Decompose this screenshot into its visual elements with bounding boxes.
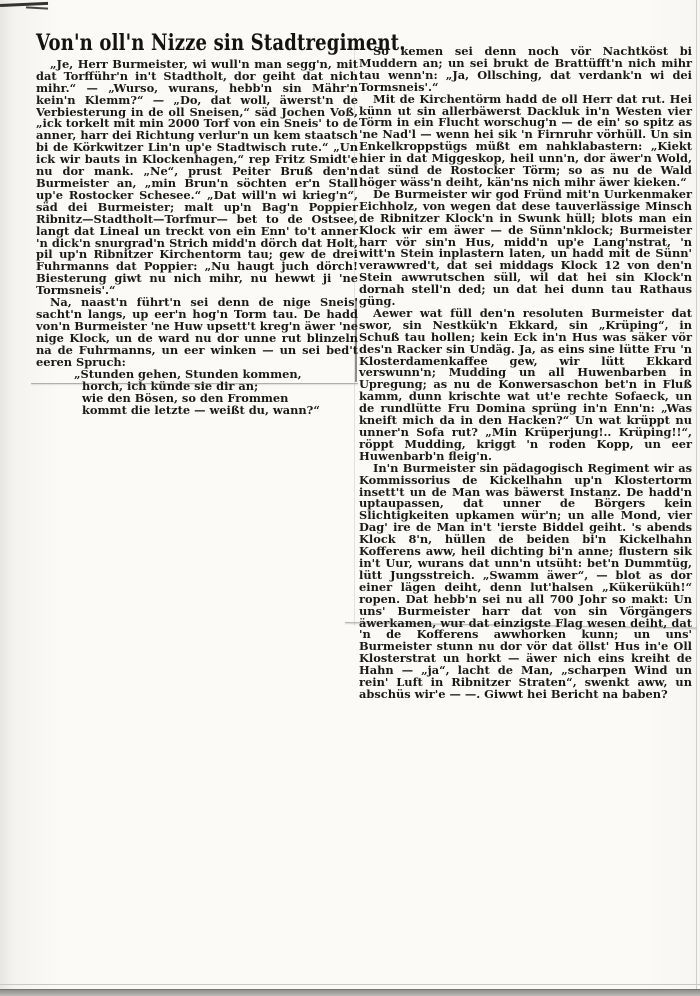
article-paragraph-right-1: So kemen sei denn noch vör Nachtköst bi Muddern an; un sei brukt de Brattüfft'n nich mihr tau wenn'n: „Ja, Ollsching, dat verdank'n wi dei Tormsneis'.“ — [359, 44, 692, 94]
scan-artifact-top-left-2 — [26, 6, 48, 9]
poem-line-4: kommt die letzte — weißt du, wann?“ — [82, 403, 320, 418]
article-paragraph-right-5: In'n Burmeister sin pädagogisch Regiment wir as Kommissorius de Kickelhahn up'n Klostertorm insett't un de Man was bäwerst Instanz. De hadd'n uptaupassen, dat unner de Börgers kein Slichtigkeiten upkamen wür'n; un alle Mond, vier Dag' ire de Man in't 'ierste Biddel geiht. 's abends Klock 8'n, hüllen de beiden bi'n Kickelhahn Kofferens aww, heil dichting bi'n anne; flustern sik in't Uur, wurans dat unn'n utsüht: bet'n Dummtüg, lütt Jungsstreich. „Swamm äwer“, — blot as dor einer lägen deiht, denn lut'halsen „Kükerüküh!“ ropen. Dat hebb'n sei nu all 700 Johr so makt: Un uns' Burmeister harr dat von sin Vörgängers äwerkamen, wur dat einzigste Flag wesen deiht, dat 'n de Kofferens awwhorken kunn; un uns' Burmeister stunn nu dor vör dat öllst' Hus in'e Oll Klosterstrat un horkt — äwer nich eins kreiht de Hahn — „ja“, lacht de Man, „scharpen Wind un rein' Luft in Ribnitzer Straten“, swenkt aww, un abschüs wir'e — —. Giwwt hei Bericht na baben? — [359, 460, 692, 701]
article-poem — [74, 367, 358, 418]
article-paragraph-right-2: Mit de Kirchentörm hadd de oll Herr dat rut. Hei künn ut sin allerbäwerst Dackluk in'n Westen vier Törm in ein Flucht worschug'n — de ein' so spitz as 'ne Nad'l — wenn hei sik 'n Firnruhr vörhüll. Un sin Enkelkroppstügs müßt em nahklabastern: „Kiekt hier in dat Miggeskop, heil unn'n, dor äwer'n Wold, dat sünd de Rostocker Törm; so as nu de Wald höger wäss'n deiht, kän'ns nich mihr äwer kieken.“ — [359, 91, 692, 189]
poem-line-1: „Stunden gehen, Stunden kommen, — [74, 367, 302, 382]
page-edge-right — [696, 0, 697, 995]
article-paragraph-right-3: De Burmeister wir god Fründ mit'n Uurkenmaker Eichholz, von wegen dat dese tauverlässige Minsch de Ribnitzer Klock'n in Swunk hüll; blots man ein Klock wir em äwer — de Sünn'nklock; Burmeister harr vör sin'n Hus, midd'n up'e Lang'nstrat, 'n witt'n Stein inplastern laten, un hadd mit de Sünn' verawwred't, dat sei middags Klock 12 von den'n Stein awwrutschen süll, wil dat hei sin Klock'n dornah stell'n ded; un dat hei dunn tau Rathaus güng. — [359, 186, 692, 309]
poem-line-2: horch, ich künde sie dir an; — [82, 379, 259, 394]
newspaper-clipping-left-column — [36, 30, 406, 418]
article-paragraph-left-1: „Je, Herr Burmeister, wi wull'n man segg'n, mit dat Torfführ'n in't Stadtholt, dor geiht dat nich mihr.“ — „Wurso, wurans, hebb'n sin Mähr'n kein'n Klemm?“ — „Do, dat woll, äwerst'n de Verbiesterung in de oll Sneisen,“ säd Jochen Voß, „ick torkelt mit min 2000 Torf von ein Sneis' to de anner, harr dei Richtung verlur'n un kem staatsch bi de Körkwitzer Lin'n up'e Stadtwisch rute.“ „Un ick wir bauts in Klockenhagen,“ rep Fritz Smidt'e nu dor mank. „Ne“, prust Peiter Bruß den'n Burmeister an, „min Brun'n söchten er'n Stall up'e Rostocker Schesee.“ „Dat will'n wi krieg'n“, säd dei Burmeister; malt up'n Bag'n Poppier Ribnitz—Stadtholt—Torfmur— bet to de Ostsee, langt dat Lineal un treckt von ein Enn' to't anner 'n dick'n snurgrad'n Strich midd'n dörch dat Holt, pil up'n Ribnitzer Kirchentorm tau; gew de drei Fuhrmanns dat Poppier: „Nu haugt juch dörch! Biesterung giwt nu nich mihr, nu hewwt ji 'ne Tormsneis'.“ — [36, 56, 358, 298]
newspaper-clipping-right-column — [359, 46, 692, 701]
article-paragraph-left-2: Na, naast'n führt'n sei denn de nige Sneis' sacht'n langs, up eer'n hog'n Torm tau. De hadd von'n Burmeister 'ne Huw upsett't kreg'n äwer 'ne nige Klock, un de ward nu dor unne rut blinzeln na de Fuhrmanns, un eer winken — un sei bed't eeren Spruch: — [36, 295, 358, 369]
poem-line-3: wie den Bösen, so den Frommen — [82, 391, 289, 406]
article-paragraph-right-4: Aewer wat füll den'n resoluten Burmeister dat swor, sin Nestkük'n Ekkard, sin „Krüping“, in Schuß tau hollen; kein Eck in'n Hus was säker vör des'n Racker sin Undäg. Ja, as eins sine lütte Fru 'n Klosterdamenkaffee gew, wir lütt Ekkard verswunn'n; Mudding un all Huwenbarben in Upregung; as nu de Konwersaschon bet'n in Fluß kamm, dunn krischte wat ut'e rechte Sofaeck, un de rundlütte Fru Domina sprüng in'n Enn'n: „Was kneift mich da in den Hacken?“ Un wat krüppt nu unner'n Sofa rut? „Min Krüperjung!.. Krüping!!“, röppt Mudding, kriggt 'n roden Kopp, un eer Huwenbarb'n fleig'n. — [359, 305, 692, 463]
article-headline: Von'n oll'n Nizze sin Stadtregiment. — [36, 30, 406, 56]
scan-bottom-thin-line — [0, 984, 700, 985]
